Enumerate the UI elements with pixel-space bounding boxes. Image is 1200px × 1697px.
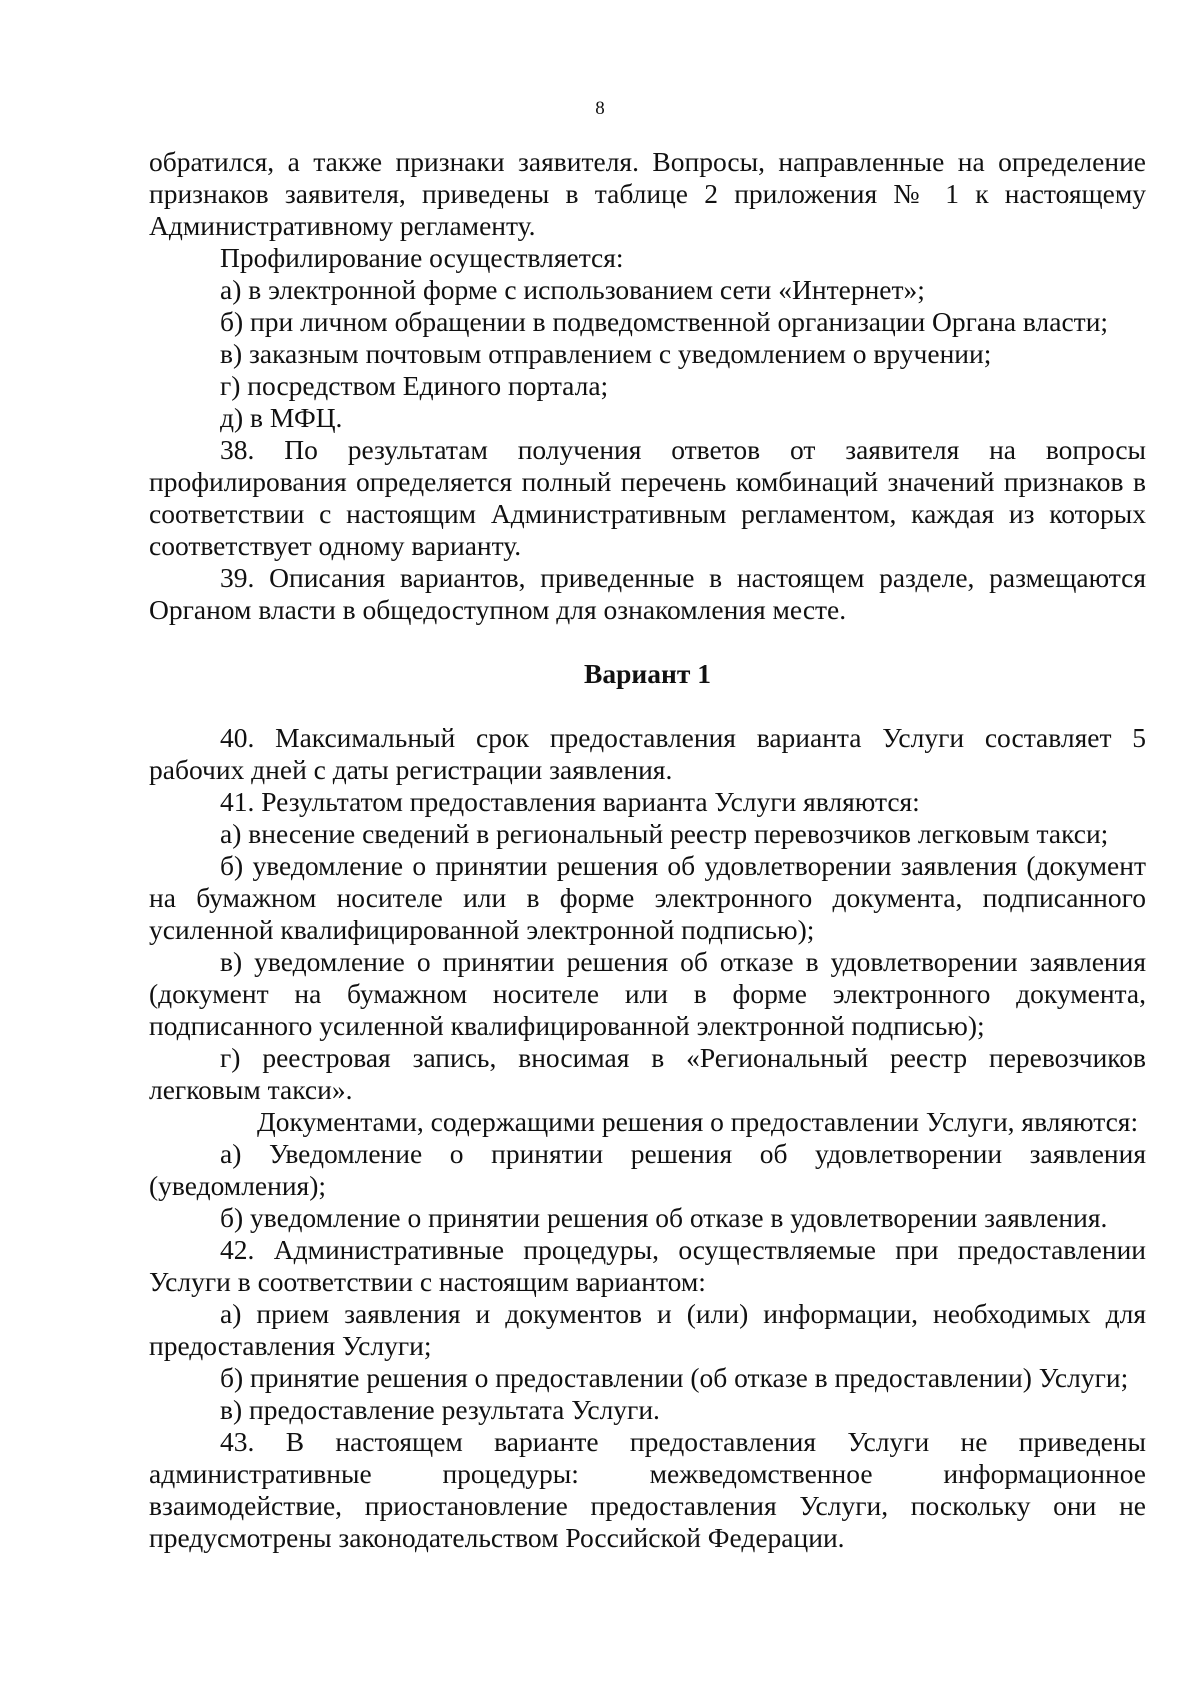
procedure-item-b: б) принятие решения о предоставлении (об отказе в предоставлении) Услуги; [220,1362,1129,1393]
paragraph-38: 38. По результатам получения ответов от заявителя на вопросы профилирования определяется полный перечень комбинаций значений признаков в соответствии с настоящим Административным регламентом, каждая из которых соответствует одному варианту. [149,434,1146,561]
result-item-b: б) уведомление о принятии решения об удовлетворении заявления (документ на бумажном носителе или в форме электронного документа, подписанного усиленной квалифицированной электронной подписью); [149,850,1146,945]
paragraph-profiling-intro: Профилирование осуществляется: [220,242,624,273]
paragraph-39: 39. Описания вариантов, приведенные в настоящем разделе, размещаются Органом власти в общедоступном для ознакомления месте. [149,562,1146,625]
list-item-g: г) посредством Единого портала; [220,370,609,401]
list-item-v: в) заказным почтовым отправлением с уведомлением о вручении; [220,338,992,369]
list-item-a: а) в электронной форме с использованием сети «Интернет»; [220,274,925,305]
result-item-v: в) уведомление о принятии решения об отказе в удовлетворении заявления (документ на бумажном носителе или в форме электронного документа, подписанного усиленной квалифицированной электронной подписью); [149,946,1146,1041]
document-item-b: б) уведомление о принятии решения об отказе в удовлетворении заявления. [220,1202,1108,1233]
paragraph-41: 41. Результатом предоставления варианта Услуги являются: [220,786,920,817]
result-item-a: а) внесение сведений в региональный реестр перевозчиков легковым такси; [220,818,1109,849]
section-heading: Вариант 1 [584,658,711,689]
paragraph-40: 40. Максимальный срок предоставления варианта Услуги составляет 5 рабочих дней с даты регистрации заявления. [149,722,1146,785]
paragraph-documents-intro: Документами, содержащими решения о предоставлении Услуги, являются: [257,1106,1139,1137]
paragraph-43: 43. В настоящем варианте предоставления Услуги не приведены административные процедуры: межведомственное информационное взаимодействие, приостановление предоставления Услуги, поскольку они не предусмотрены законодательством Российской Федерации. [149,1426,1146,1553]
procedure-item-a: а) прием заявления и документов и (или) информации, необходимых для предоставления Услуги; [149,1298,1146,1361]
paragraph-42: 42. Административные процедуры, осуществляемые при предоставлении Услуги в соответствии с настоящим вариантом: [149,1234,1146,1297]
document-item-a: а) Уведомление о принятии решения об удовлетворении заявления (уведомления); [149,1138,1146,1201]
list-item-b: б) при личном обращении в подведомственной организации Органа власти; [220,306,1109,337]
result-item-g: г) реестровая запись, вносимая в «Региональный реестр перевозчиков легковым такси». [149,1042,1146,1105]
list-item-d: д) в МФЦ. [220,402,343,433]
document-body [149,146,1146,1554]
procedure-item-v: в) предоставление результата Услуги. [220,1394,660,1425]
page-number: 8 [595,98,605,119]
paragraph-continuation: обратился, а также признаки заявителя. Вопросы, направленные на определение признаков заявителя, приведены в таблице 2 приложения № 1 к настоящему Административному регламенту. [149,146,1146,241]
